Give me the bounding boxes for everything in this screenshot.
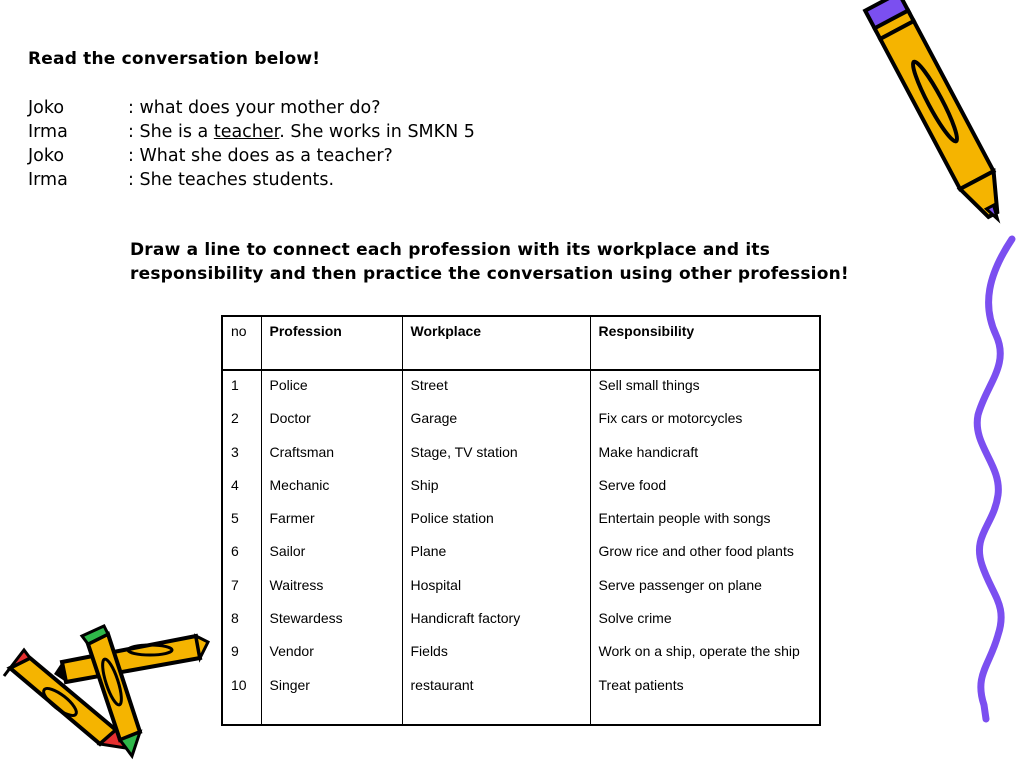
list-item: Vendor — [269, 643, 314, 660]
speech-text: : What she does as a teacher? — [128, 146, 393, 166]
list-item: 2 — [231, 410, 239, 427]
list-item: Police station — [410, 510, 494, 527]
squiggle-stroke — [977, 239, 1012, 719]
list-item: Serve food — [598, 476, 667, 493]
list-item: Solve crime — [598, 610, 672, 627]
column-header-workplace: Workplace — [402, 317, 590, 370]
list-item: Fields — [410, 643, 448, 660]
list-item: 6 — [231, 543, 239, 560]
column-header-no: no — [223, 317, 261, 370]
pencil-body — [880, 21, 993, 189]
list-item: Plane — [410, 543, 447, 560]
list-item: 10 — [231, 676, 247, 693]
list-item: Make handicraft — [598, 443, 699, 460]
speaker-name: Joko — [28, 146, 65, 166]
list-item: 8 — [231, 610, 239, 627]
column-header-responsibility: Responsibility — [590, 317, 819, 370]
matching-table — [221, 315, 821, 726]
list-item: restaurant — [410, 676, 474, 693]
pencil-icon — [0, 620, 215, 760]
pencil-icon — [860, 0, 1010, 250]
list-item: Grow rice and other food plants — [598, 543, 794, 560]
list-item: Work on a ship, operate the ship — [598, 643, 800, 660]
list-item: Sailor — [269, 543, 306, 560]
table-body — [223, 370, 819, 724]
list-item: Sell small things — [598, 377, 700, 393]
list-item: Garage — [410, 410, 458, 427]
squiggle-line — [968, 235, 1024, 725]
list-item: Craftsman — [269, 443, 335, 460]
list-item: Mechanic — [269, 476, 330, 493]
speaker-name: Irma — [28, 170, 68, 190]
list-item: 4 — [231, 476, 239, 493]
list-item: Singer — [269, 676, 310, 693]
list-item: Doctor — [269, 410, 311, 427]
list-item: Entertain people with songs — [598, 510, 771, 527]
list-item: Street — [410, 377, 448, 393]
pencil-horizontal — [54, 636, 208, 682]
speech-text: : She teaches students. — [128, 170, 335, 190]
list-item: 7 — [231, 576, 239, 593]
list-item: 3 — [231, 443, 239, 460]
column-responsibility — [590, 370, 819, 724]
speaker-name: Joko — [28, 98, 65, 118]
list-item: Fix cars or motorcycles — [598, 410, 743, 427]
column-header-profession: Profession — [261, 317, 402, 370]
list-item: Handicraft factory — [410, 610, 521, 627]
underlined-word: teacher — [213, 122, 280, 142]
table-header-row — [223, 317, 819, 370]
list-item: Stewardess — [269, 610, 343, 627]
column-no — [223, 370, 261, 724]
list-item: 9 — [231, 643, 239, 660]
list-item: Stage, TV station — [410, 443, 518, 460]
column-profession — [261, 370, 402, 724]
column-workplace — [402, 370, 590, 724]
list-item: Hospital — [410, 576, 462, 593]
speech-text: : what does your mother do? — [128, 98, 381, 118]
list-item: Farmer — [269, 510, 315, 527]
list-item: 1 — [231, 377, 239, 393]
list-item: 5 — [231, 510, 239, 527]
list-item: Serve passenger on plane — [598, 576, 762, 593]
instruction-text: Draw a line to connect each profession with its workplace and its responsibility and then practice the conversation using other profession! — [130, 240, 849, 284]
list-item: Treat patients — [598, 676, 684, 693]
speech-text: : She is a teacher. She works in SMKN 5 — [128, 122, 475, 142]
list-item: Police — [269, 377, 308, 393]
page-heading: Read the conversation below! — [28, 49, 321, 69]
list-item: Waitress — [269, 576, 324, 593]
speaker-name: Irma — [28, 122, 68, 142]
list-item: Ship — [410, 476, 439, 493]
